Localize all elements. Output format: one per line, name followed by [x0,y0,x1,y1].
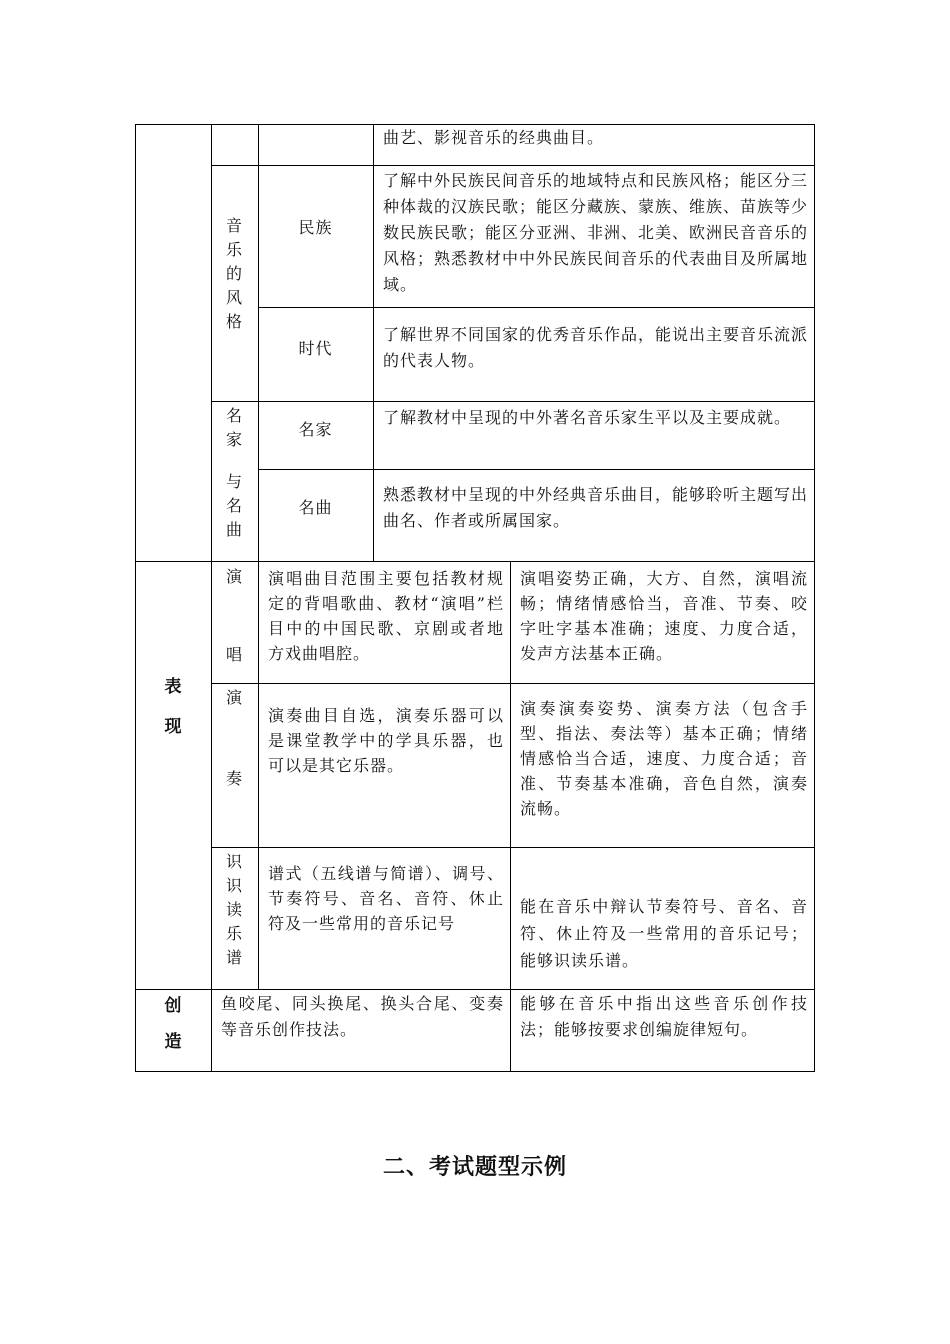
style-group-label [211,214,257,334]
table-border-bottom [135,1071,815,1072]
label-char: 曲 [225,520,242,539]
notation-content: 谱式（五线谱与简谱）、调号、节奏符号、音名、音符、休止符及一些常用的音乐记号 [268,864,504,933]
column-divider [510,561,511,1072]
masterpieces-name: 名曲 [298,498,333,517]
label-char: 识 [225,852,242,871]
label-char: 格 [225,312,242,331]
creation-content: 鱼咬尾、同头换尾、换头合尾、变奏等音乐创作技法。 [221,994,504,1039]
masters-group-label-bottom [211,470,257,542]
table-border-top [135,124,815,125]
label-char: 与 [225,472,242,491]
label-char: 造 [164,1032,182,1052]
row-divider [211,683,815,684]
column-divider [373,124,374,561]
label-char: 家 [225,430,242,449]
notation-label [211,850,257,970]
masterpieces-content: 熟悉教材中呈现的中外经典音乐曲目，能够聆听主题写出曲名、作者或所属国家。 [383,485,809,530]
label-char: 乐 [225,924,242,943]
row-divider [258,307,815,308]
singing-label-top: 演 [225,567,242,586]
label-char: 的 [225,264,242,283]
creation-requirement: 能够在音乐中指出这些音乐创作技法；能够按要求创编旋律短句。 [520,994,808,1039]
section-divider [135,989,815,990]
label-char: 创 [164,996,182,1016]
creation-section-label [148,994,198,1066]
label-char: 名 [225,406,242,425]
style-ethnic-name: 民族 [298,218,333,237]
label-char: 名 [225,496,242,515]
instrument-requirement: 演奏演奏姿势、演奏方法（包含手型、指法、奏法等）基本正确；情绪情感恰当合适，速度、力度合适；音准、节奏基本准确，音色自然，演奏流畅。 [520,699,808,818]
row-divider [258,469,815,470]
label-char: 谱 [225,948,242,967]
label-char: 现 [164,717,182,737]
instrument-content: 演奏曲目自选，演奏乐器可以是课堂教学中的学具乐器，也可以是其它乐器。 [268,706,504,775]
notation-requirement: 能在音乐中辩认节奏符号、音名、音符、休止符及一些常用的音乐记号；能够识读乐谱。 [520,897,808,970]
column-divider [258,561,259,989]
label-char: 表 [164,677,182,697]
singing-requirement: 演唱姿势正确，大方、自然，演唱流畅；情绪情感恰当，音准、节奏、咬字吐字基本准确；速度、力度合适，发声方法基本正确。 [520,569,808,663]
instrument-label-top: 演 [225,688,242,707]
table-border-left [135,124,136,1072]
section-divider [135,561,815,562]
label-char: 识 [225,876,242,895]
singing-label-bottom: 唱 [225,645,242,664]
row-divider [211,847,815,848]
style-ethnic-content: 了解中外民族民间音乐的地域特点和民族风格；能区分三种体裁的汉族民歌；能区分藏族、蒙族、维族、苗族等少数民族民歌；能区分亚洲、非洲、北美、欧洲民音音乐的风格；熟悉教材中中外民族民间音乐的代表曲目及所属地域。 [383,171,809,294]
style-era-name: 时代 [298,339,333,358]
masters-group-label-top [211,404,257,452]
label-char: 乐 [225,240,242,259]
masters-content: 了解教材中呈现的中外著名音乐家生平以及主要成就。 [383,408,792,427]
masters-name: 名家 [298,420,333,439]
performance-section-label [148,675,198,755]
instrument-label-bottom: 奏 [225,769,242,788]
singing-content: 演唱曲目范围主要包括教材规定的背唱歌曲、教材“演唱”栏目中的中国民歌、京剧或者地方戏曲唱腔。 [268,569,504,663]
label-char: 音 [225,216,242,235]
row-divider [211,401,815,402]
row-divider [211,165,815,166]
section-heading: 二、考试题型示例 [382,1154,567,1180]
table-border-right [814,124,815,1072]
style-era-content: 了解世界不同国家的优秀音乐作品，能说出主要音乐流派的代表人物。 [383,325,809,370]
label-char: 风 [225,288,242,307]
label-char: 读 [225,900,242,919]
intro-content-cell: 曲艺、影视音乐的经典曲目。 [383,128,605,147]
